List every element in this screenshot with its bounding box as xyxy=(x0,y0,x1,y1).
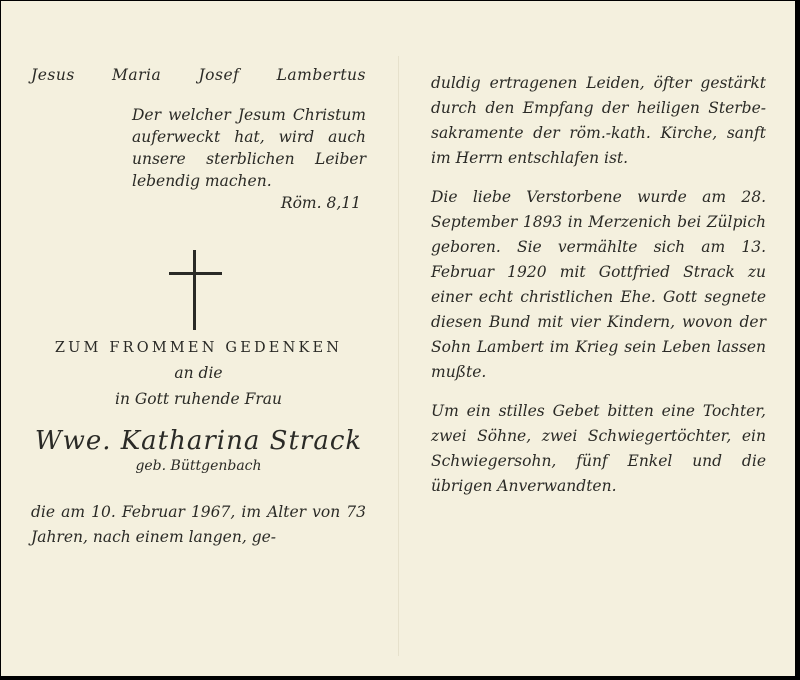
paragraph-death: duldig ertragenen Leiden, öfter gestärkt durch den Empfang der heiligen Sterbe-sakramente der röm.-kath. Kirche, sanft im Herrn entschlafen ist. xyxy=(431,74,766,167)
memorial-heading: ZUM FROMMEN GEDENKEN xyxy=(54,340,343,356)
paragraph-biography: Die liebe Verstorbene wurde am 28. September 1893 in Merzenich bei Zülpich geboren. Sie vermählte sich am 13. Februar 1920 mit Gottfried Strack zu einer echt christlichen Ehe. Gott segnete diesen Bund mit vier Kindern, wovon der Sohn Lambert im Krieg sein Leben lassen mußte. xyxy=(431,188,766,381)
fold-line xyxy=(398,56,399,656)
holy-names xyxy=(31,66,366,84)
name-josef: Josef xyxy=(198,66,240,84)
memorial-line-2: in Gott ruhende Frau xyxy=(115,390,282,408)
name-lambertus: Lambertus xyxy=(276,66,366,84)
birth-name: geb. Büttgenbach xyxy=(135,458,262,474)
cross-icon xyxy=(31,250,366,346)
memorial-card xyxy=(1,1,795,676)
right-column xyxy=(431,71,766,513)
death-notice-intro: die am 10. Februar 1967, im Alter von 73 Jahren, nach einem langen, ge- xyxy=(31,503,366,546)
name-maria: Maria xyxy=(112,66,162,84)
name-jesus: Jesus xyxy=(31,66,75,84)
deceased-name: Wwe. Katharina Strack xyxy=(34,426,363,456)
paragraph-prayer-request: Um ein stilles Gebet bitten eine Tochter, zwei Söhne, zwei Schwiegertöchter, ein Schwiegersohn, fünf Enkel und die übrigen Anverwandten. xyxy=(431,402,766,495)
bible-reference: Röm. 8,11 xyxy=(280,194,361,212)
memorial-line-1: an die xyxy=(174,364,223,382)
bible-quote: Der welcher Jesum Christum auferweckt hat, wird auch unsere sterblichen Leiber lebendig machen. xyxy=(132,106,366,190)
left-column xyxy=(31,66,366,550)
